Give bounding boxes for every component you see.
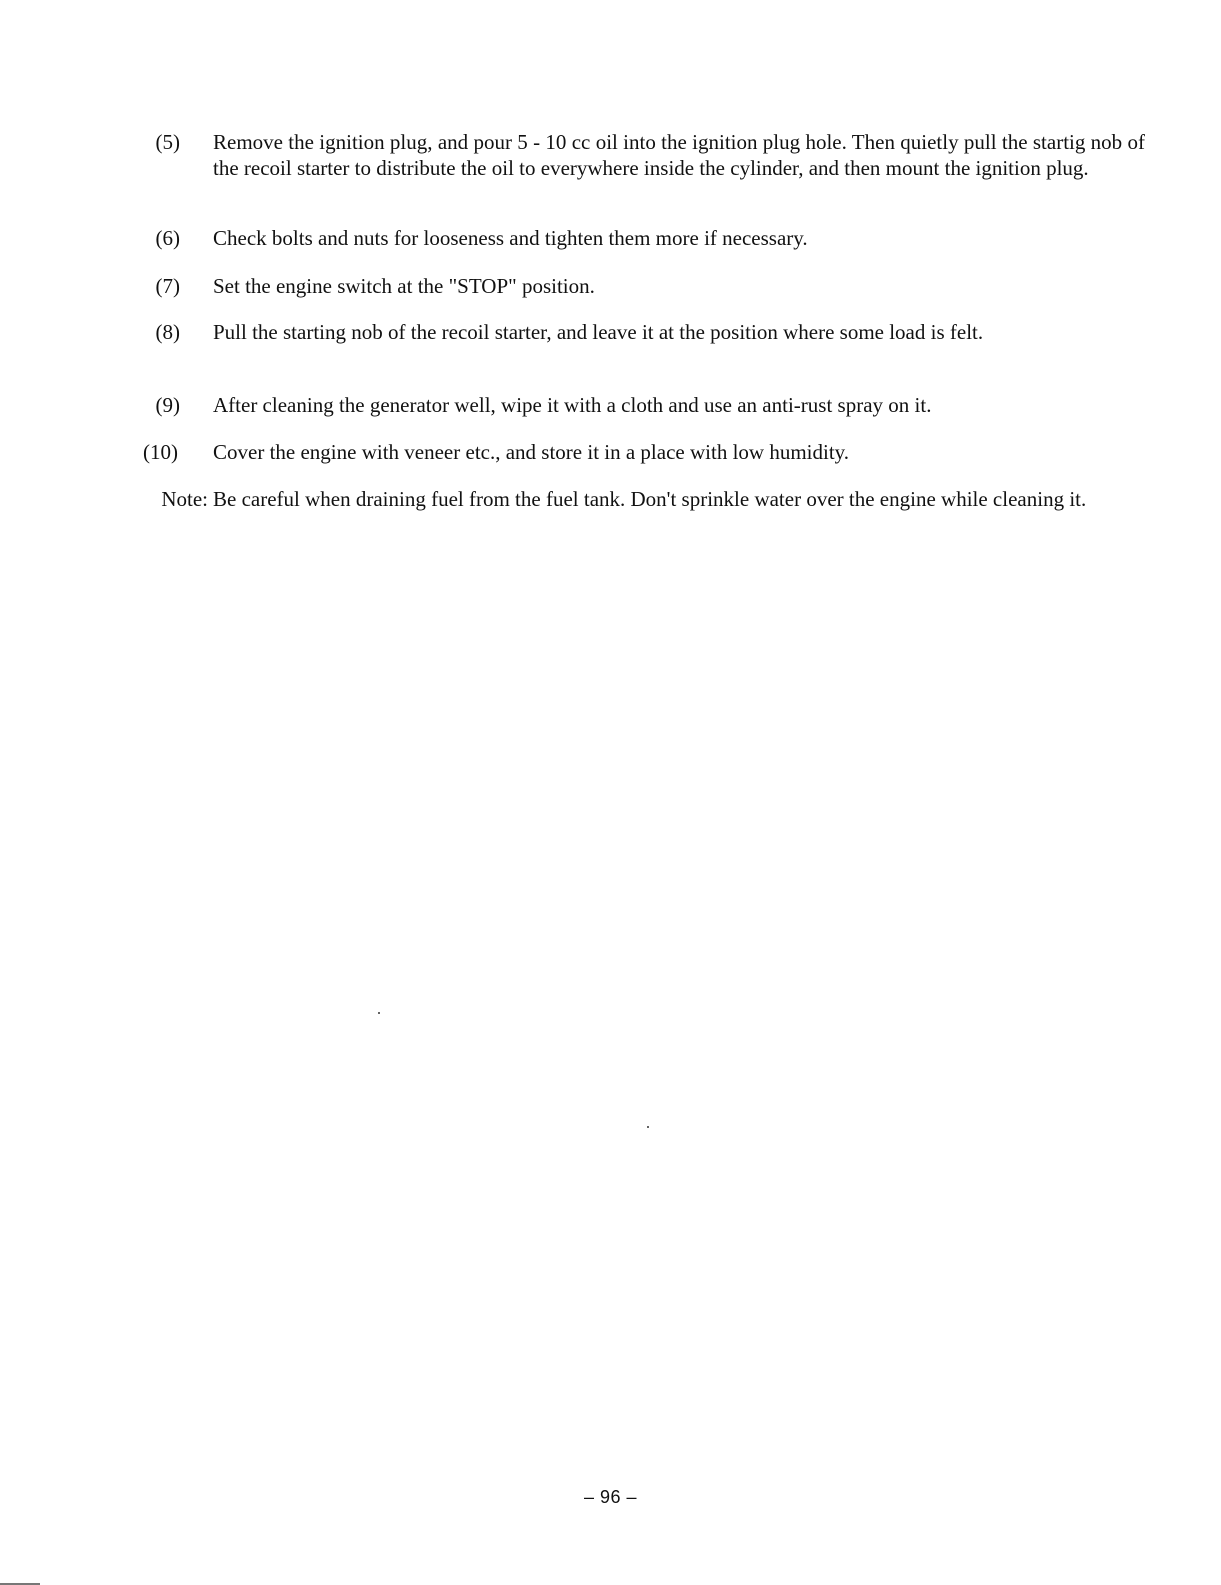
scan-speck bbox=[378, 1012, 380, 1014]
item-text: Remove the ignition plug, and pour 5 - 10 cc oil into the ignition plug hole. Then quietly pull the startig nob of the recoil starter to distribute the oil to everywhere inside the cylinder, and then mount the ignition plug. bbox=[213, 130, 1145, 180]
item-number: (8) bbox=[155, 320, 180, 344]
item-number: (5) bbox=[155, 130, 180, 154]
item-text: Check bolts and nuts for looseness and tighten them more if necessary. bbox=[213, 226, 808, 250]
item-number: (9) bbox=[155, 393, 180, 417]
page-number: – 96 – bbox=[583, 1487, 638, 1507]
note-text: Be careful when draining fuel from the fuel tank. Don't sprinkle water over the engine while cleaning it. bbox=[213, 487, 1087, 511]
note-label: Note: bbox=[161, 487, 208, 511]
item-number: (10) bbox=[143, 440, 178, 464]
item-text: Cover the engine with veneer etc., and store it in a place with low humidity. bbox=[213, 440, 850, 464]
item-number: (7) bbox=[155, 274, 180, 298]
item-text: Set the engine switch at the "STOP" position. bbox=[213, 274, 595, 298]
scan-speck bbox=[647, 1126, 649, 1128]
item-number: (6) bbox=[155, 226, 180, 250]
item-text: After cleaning the generator well, wipe it with a cloth and use an anti-rust spray on it. bbox=[213, 393, 932, 417]
item-text: Pull the starting nob of the recoil starter, and leave it at the position where some load is felt. bbox=[213, 320, 984, 344]
